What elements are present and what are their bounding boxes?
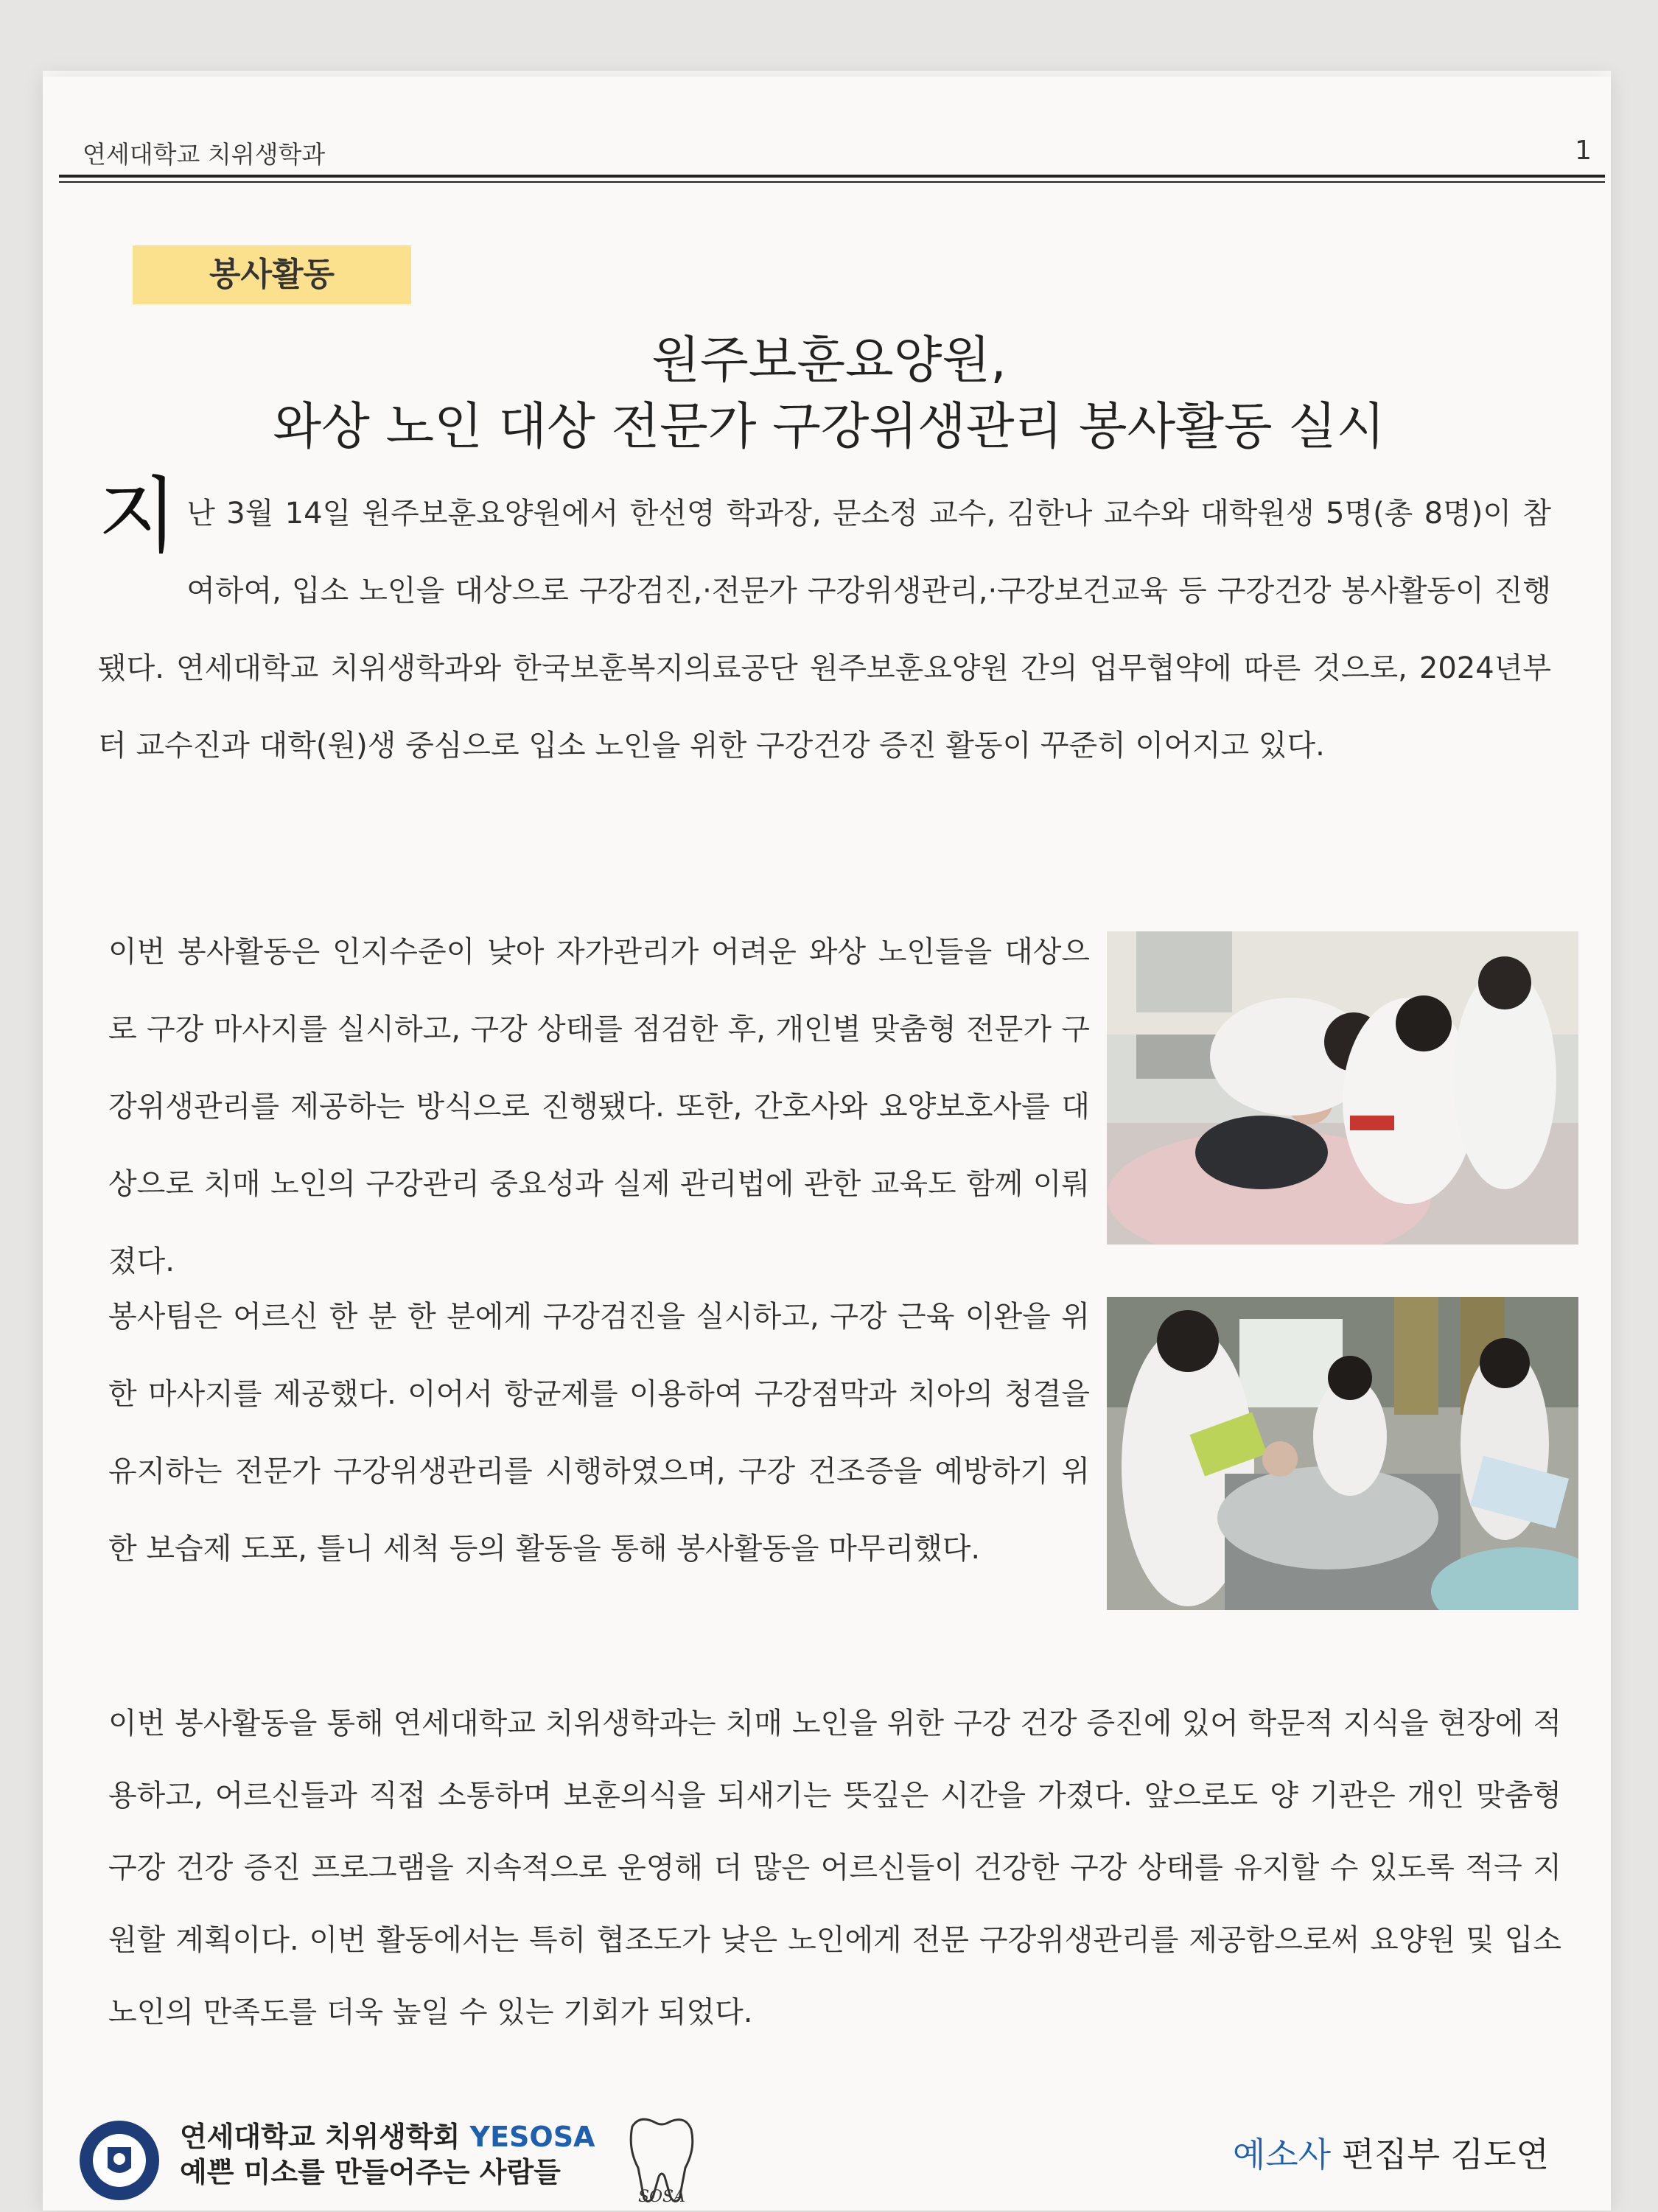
credit-publication: 예소사 <box>1232 2135 1332 2174</box>
photo-team-in-ward <box>1107 1297 1578 1610</box>
paragraph-4: 이번 봉사활동을 통해 연세대학교 치위생학과는 치매 노인을 위한 구강 건강 증진에 있어 학문적 지식을 현장에 적용하고, 어르신들과 직접 소통하며 보훈의식을 되새기는 뜻깊은 시간을 가졌다. 앞으로도 양 기관은 개인 맞춤형 구강 건강 증진 프로그램을 지속적으로 운영해 더 많은 어르신들이 건강한 구강 상태를 유지할 수 있도록 적극 지원할 계획이다. 이번 활동에서는 특히 협조도가 낮은 노인에게 전문 구강위생관리를 제공함으로써 요양원 및 입소 노인의 만족도를 더욱 높일 수 있는 기회가 되었다. <box>108 1707 1561 2029</box>
org-line-1 <box>180 2119 595 2155</box>
tooth-logo <box>618 2112 706 2209</box>
page-number: 1 <box>1575 136 1592 166</box>
tooth-logo-icon <box>618 2112 706 2209</box>
photo-oral-care-bedside <box>1107 931 1578 1245</box>
logo-text: SOSA <box>637 2188 686 2206</box>
section-tag: 봉사활동 <box>133 245 411 304</box>
photo-oral-care-illustration <box>1107 931 1578 1245</box>
headline-line-1: 원주보훈요양원, <box>651 332 1007 390</box>
photo-ward-illustration <box>1107 1297 1578 1610</box>
org-name: 연세대학교 치위생학회 <box>180 2121 461 2153</box>
org-slogan: 예쁜 미소를 만들어주는 사람들 <box>180 2156 561 2188</box>
footer-organization <box>180 2119 595 2190</box>
credit-editor: 편집부 김도연 <box>1341 2135 1549 2174</box>
paragraph-2: 이번 봉사활동은 인지수준이 낮아 자가관리가 어려운 와상 노인들을 대상으로 구강 마사지를 실시하고, 구강 상태를 점검한 후, 개인별 맞춤형 전문가 구강위생관리를 제공하는 방식으로 진행됐다. 또한, 간호사와 요양보호사를 대상으로 치매 노인의 구강관리 중요성과 실제 관리법에 관한 교육도 함께 이뤄졌다. <box>108 935 1090 1278</box>
org-acronym: YESOSA <box>469 2121 595 2153</box>
editor-credit <box>1233 2128 1549 2177</box>
header-rule <box>59 175 1605 178</box>
seal-icon <box>78 2119 161 2202</box>
lead-paragraph <box>98 469 1551 785</box>
drop-cap: 지 <box>98 469 178 564</box>
article-headline <box>118 328 1540 461</box>
running-head: 연세대학교 치위생학과 <box>83 140 326 169</box>
headline-line-2: 와상 노인 대상 전문가 구강위생관리 봉사활동 실시 <box>273 398 1385 456</box>
paragraph-3: 봉사팀은 어르신 한 분 한 분에게 구강검진을 실시하고, 구강 근육 이완을 위한 마사지를 제공했다. 이어서 항균제를 이용하여 구강점막과 치아의 청결을 유지하는 전문가 구강위생관리를 시행하였으며, 구강 건조증을 예방하기 위한 보습제 도포, 틀니 세척 등의 활동을 통해 봉사활동을 마무리했다. <box>108 1300 1090 1566</box>
lead-text: 난 3월 14일 원주보훈요양원에서 한선영 학과장, 문소정 교수, 김한나 교수와 대학원생 5명(총 8명)이 참여하여, 입소 노인을 대상으로 구강검진,·전문가 구강위생관리,·구강보건교육 등 구강건강 봉사활동이 진행됐다. 연세대학교 치위생학과와 한국보훈복지의료공단 원주보훈요양원 간의 업무협약에 따른 것으로, 2024년부터 교수진과 대학(원)생 중심으로 입소 노인을 위한 구강건강 증진 활동이 꾸준히 이어지고 있다. <box>98 497 1551 763</box>
yonsei-seal-logo <box>78 2119 161 2202</box>
header-rule-thin <box>59 181 1605 183</box>
